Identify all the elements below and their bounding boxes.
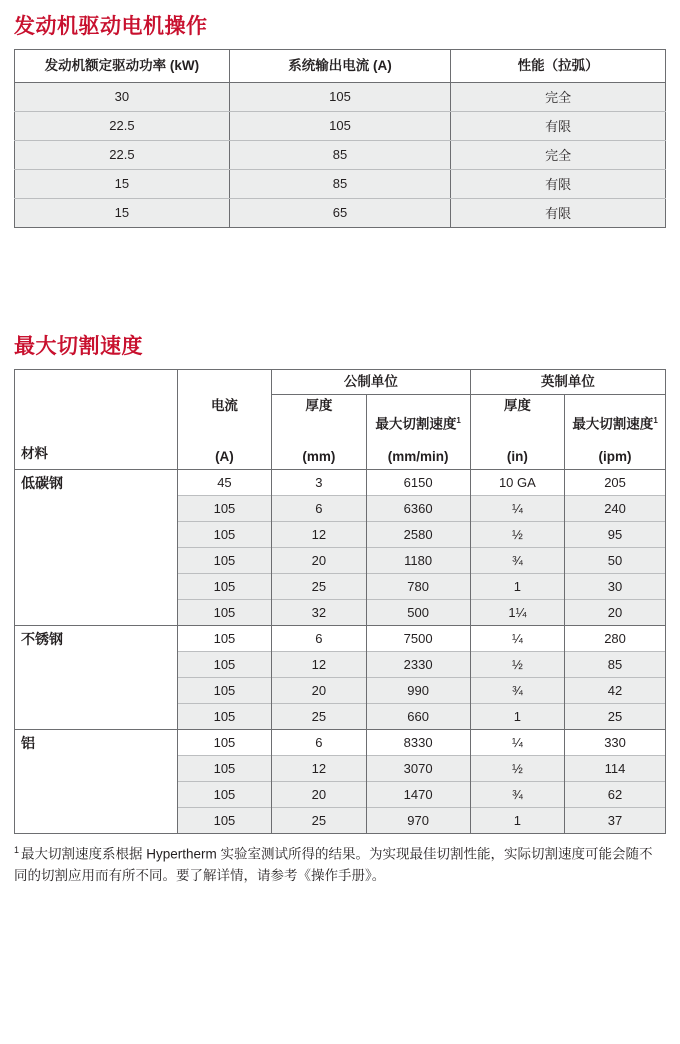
cell-imperial-speed: 25 <box>565 704 666 730</box>
cell-performance: 完全 <box>451 140 666 169</box>
group-header-metric: 公制单位 <box>272 369 471 395</box>
cell-imperial-speed: 42 <box>565 678 666 704</box>
column-header-engine-power: 发动机额定驱动功率 (kW) <box>15 50 230 83</box>
cell-output-current: 65 <box>229 198 450 227</box>
cell-metric-speed: 500 <box>366 600 470 626</box>
cell-output-current: 105 <box>229 111 450 140</box>
cell-imperial-speed: 205 <box>565 470 666 496</box>
cell-metric-speed: 660 <box>366 704 470 730</box>
cell-imperial-thickness: ¼ <box>470 730 564 756</box>
cell-metric-speed: 2580 <box>366 522 470 548</box>
column-header-metric-thickness <box>272 395 366 470</box>
table-row <box>15 82 666 111</box>
cell-metric-speed: 970 <box>366 808 470 834</box>
cell-current: 105 <box>177 756 271 782</box>
cell-imperial-thickness: ¾ <box>470 678 564 704</box>
column-header-current-unit: (A) <box>215 449 234 465</box>
cell-output-current: 105 <box>229 82 450 111</box>
cell-performance: 有限 <box>451 169 666 198</box>
cell-imperial-speed: 330 <box>565 730 666 756</box>
cell-imperial-speed: 50 <box>565 548 666 574</box>
cell-metric-thickness: 32 <box>272 600 366 626</box>
column-header-material: 材料 <box>15 369 178 470</box>
table-row <box>15 730 666 756</box>
cell-imperial-thickness: ¼ <box>470 496 564 522</box>
cell-imperial-speed: 240 <box>565 496 666 522</box>
cell-current: 105 <box>177 782 271 808</box>
column-header-imperial-speed <box>565 395 666 470</box>
cell-metric-thickness: 6 <box>272 626 366 652</box>
cell-current: 105 <box>177 496 271 522</box>
cell-current: 105 <box>177 730 271 756</box>
cell-metric-thickness: 20 <box>272 548 366 574</box>
cell-metric-speed: 780 <box>366 574 470 600</box>
imperial-speed-label: 最大切割速度 <box>572 416 654 432</box>
cell-performance: 有限 <box>451 111 666 140</box>
table-row <box>15 169 666 198</box>
cell-imperial-thickness: 10 GA <box>470 470 564 496</box>
footnote-text: 最大切割速度系根据 Hypertherm 实验室测试所得的结果。为实现最佳切割性能，实际切割速度可能会随不同的切割应用而有所不同。要了解详情，请参考《操作手册》。 <box>14 846 653 883</box>
cell-imperial-thickness: 1 <box>470 574 564 600</box>
imperial-thickness-label: 厚度 <box>503 398 531 414</box>
metric-speed-label: 最大切割速度 <box>375 416 457 432</box>
cell-metric-speed: 7500 <box>366 626 470 652</box>
cell-imperial-thickness: ¾ <box>470 782 564 808</box>
cell-current: 105 <box>177 548 271 574</box>
cell-imperial-thickness: ¼ <box>470 626 564 652</box>
cell-engine-power: 15 <box>15 198 230 227</box>
cell-current: 105 <box>177 522 271 548</box>
cell-metric-thickness: 12 <box>272 756 366 782</box>
cell-engine-power: 22.5 <box>15 111 230 140</box>
cell-imperial-speed: 95 <box>565 522 666 548</box>
cell-imperial-speed: 62 <box>565 782 666 808</box>
cell-metric-speed: 6150 <box>366 470 470 496</box>
cell-material-name: 不锈钢 <box>15 626 178 730</box>
cell-metric-thickness: 12 <box>272 652 366 678</box>
column-header-metric-speed <box>366 395 470 470</box>
page-title-cut-speed: 最大切割速度 <box>14 334 143 358</box>
footnote <box>14 844 666 886</box>
column-header-output-current: 系统输出电流 (A) <box>229 50 450 83</box>
group-header-imperial: 英制单位 <box>470 369 665 395</box>
cell-imperial-thickness: ½ <box>470 522 564 548</box>
cell-metric-thickness: 25 <box>272 808 366 834</box>
imperial-thickness-unit: (in) <box>506 449 528 465</box>
cell-imperial-speed: 30 <box>565 574 666 600</box>
cell-imperial-thickness: 1¼ <box>470 600 564 626</box>
page-content <box>0 10 680 887</box>
cell-current: 105 <box>177 678 271 704</box>
cell-metric-thickness: 20 <box>272 782 366 808</box>
cell-imperial-thickness: ½ <box>470 652 564 678</box>
cell-output-current: 85 <box>229 140 450 169</box>
cell-material-name: 低碳钢 <box>15 470 178 626</box>
cell-metric-speed: 2330 <box>366 652 470 678</box>
cell-metric-thickness: 20 <box>272 678 366 704</box>
column-header-current-label: 电流 <box>210 398 238 414</box>
cell-metric-thickness: 25 <box>272 574 366 600</box>
cell-engine-power: 15 <box>15 169 230 198</box>
cell-metric-thickness: 25 <box>272 704 366 730</box>
cell-performance: 完全 <box>451 82 666 111</box>
imperial-speed-unit: (ipm) <box>598 449 632 465</box>
engine-drive-table <box>14 49 666 228</box>
cell-metric-speed: 3070 <box>366 756 470 782</box>
cell-imperial-speed: 37 <box>565 808 666 834</box>
table-row <box>15 198 666 227</box>
cell-metric-thickness: 6 <box>272 496 366 522</box>
metric-thickness-unit: (mm) <box>302 449 336 465</box>
cell-imperial-speed: 85 <box>565 652 666 678</box>
cell-current: 105 <box>177 652 271 678</box>
column-header-imperial-thickness <box>470 395 564 470</box>
table-row <box>15 111 666 140</box>
cell-current: 105 <box>177 600 271 626</box>
cell-current: 105 <box>177 704 271 730</box>
cell-metric-speed: 1470 <box>366 782 470 808</box>
cell-imperial-speed: 20 <box>565 600 666 626</box>
metric-speed-footnote-mark: 1 <box>456 415 461 425</box>
cell-material-name: 铝 <box>15 730 178 834</box>
cut-speed-table <box>14 369 666 835</box>
table-row <box>15 470 666 496</box>
table-row <box>15 140 666 169</box>
footnote-mark: 1 <box>14 845 20 856</box>
table-header-row <box>15 50 666 83</box>
column-header-performance: 性能（拉弧） <box>451 50 666 83</box>
cell-engine-power: 30 <box>15 82 230 111</box>
cell-metric-speed: 1180 <box>366 548 470 574</box>
table-group-header-row <box>15 369 666 395</box>
page-title-engine-drive: 发动机驱动电机操作 <box>14 15 208 38</box>
cell-imperial-thickness: 1 <box>470 808 564 834</box>
cell-metric-speed: 6360 <box>366 496 470 522</box>
cell-metric-thickness: 6 <box>272 730 366 756</box>
column-header-current <box>177 369 271 470</box>
cell-imperial-thickness: ½ <box>470 756 564 782</box>
cell-metric-thickness: 12 <box>272 522 366 548</box>
metric-thickness-label: 厚度 <box>305 398 333 414</box>
imperial-speed-footnote-mark: 1 <box>653 415 658 425</box>
cell-imperial-thickness: 1 <box>470 704 564 730</box>
cell-metric-speed: 8330 <box>366 730 470 756</box>
section-spacer <box>14 228 666 320</box>
cell-metric-speed: 990 <box>366 678 470 704</box>
table-row <box>15 626 666 652</box>
cell-current: 105 <box>177 626 271 652</box>
cell-imperial-thickness: ¾ <box>470 548 564 574</box>
cell-imperial-speed: 114 <box>565 756 666 782</box>
metric-speed-unit: (mm/min) <box>387 449 449 465</box>
cell-imperial-speed: 280 <box>565 626 666 652</box>
cell-performance: 有限 <box>451 198 666 227</box>
cell-engine-power: 22.5 <box>15 140 230 169</box>
cell-current: 105 <box>177 574 271 600</box>
cell-current: 105 <box>177 808 271 834</box>
cell-output-current: 85 <box>229 169 450 198</box>
cell-metric-thickness: 3 <box>272 470 366 496</box>
cell-current: 45 <box>177 470 271 496</box>
